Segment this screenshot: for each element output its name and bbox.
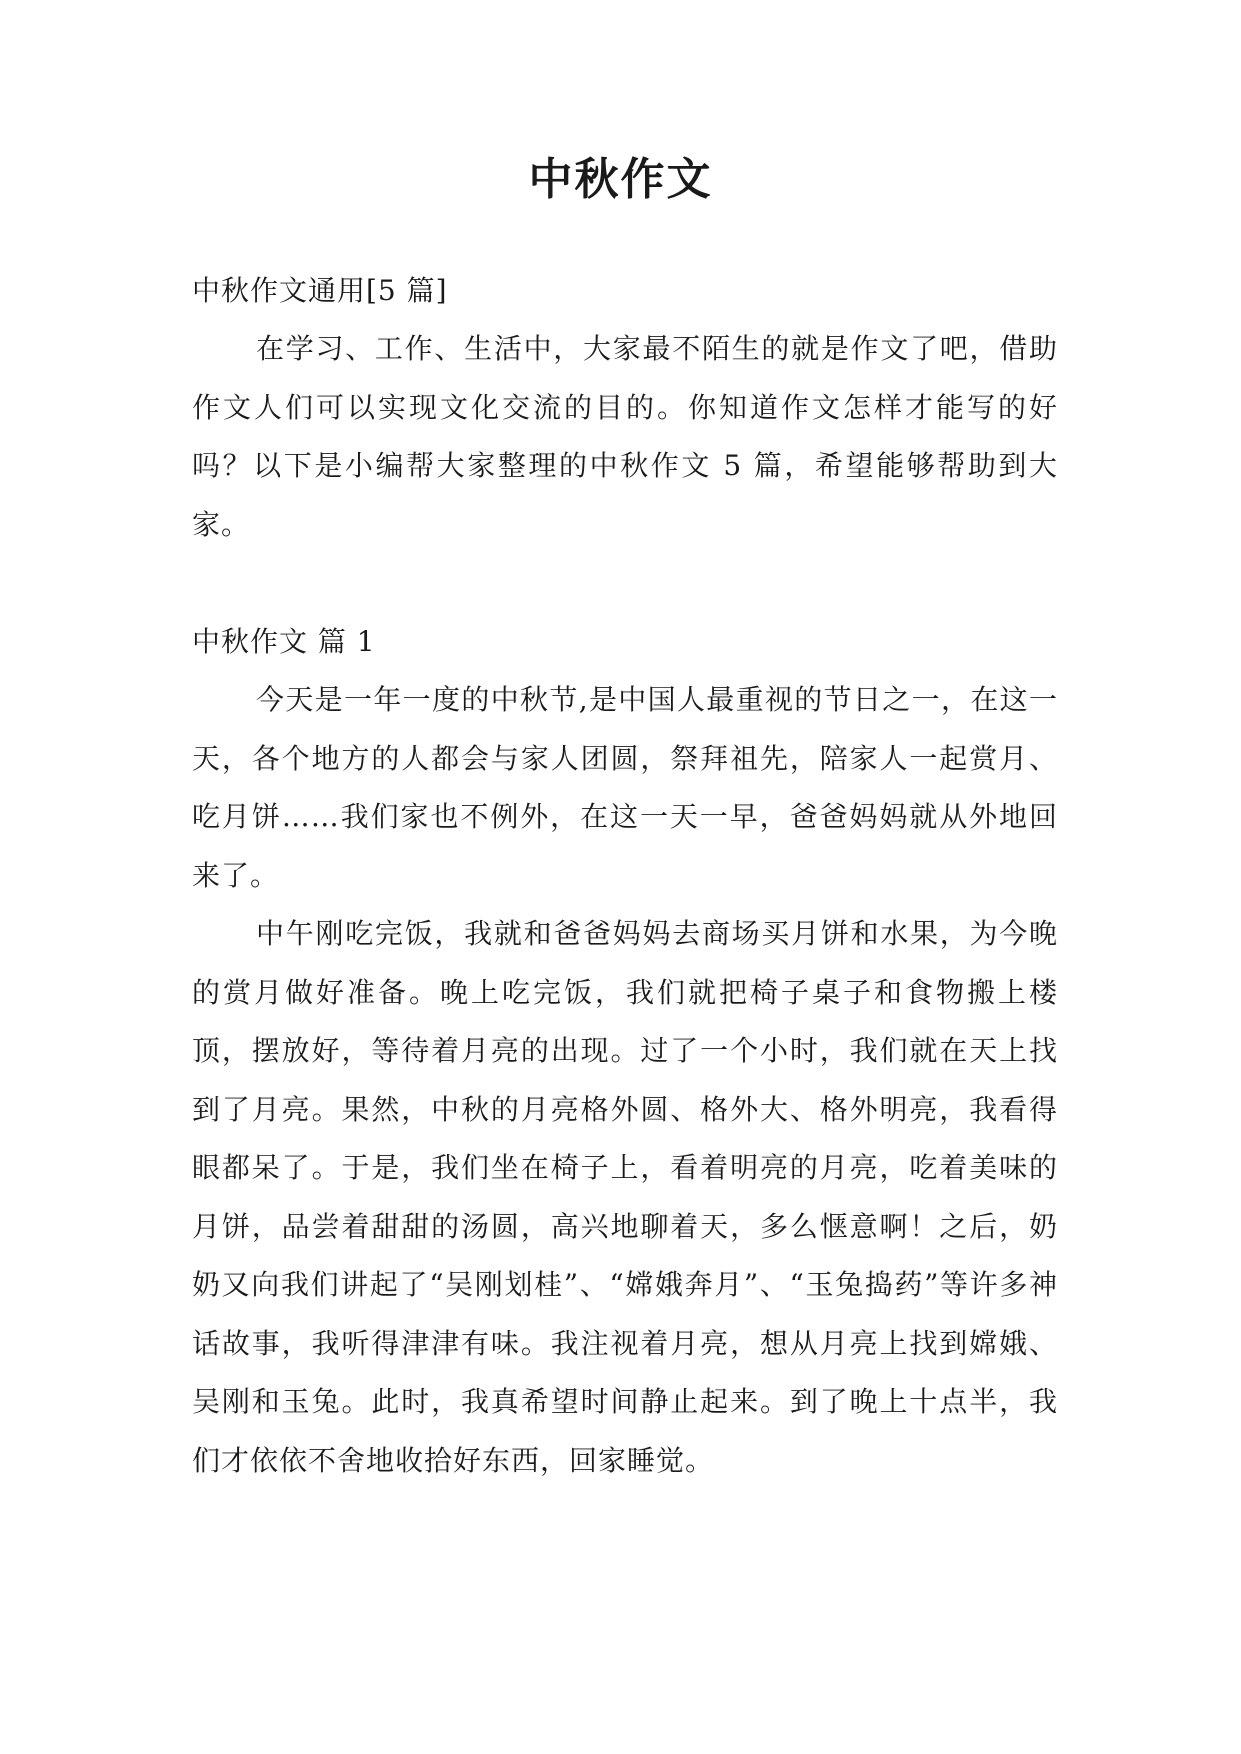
- section-spacer: [192, 554, 1058, 613]
- section-heading: 中秋作文 篇 1: [192, 625, 376, 658]
- intro-paragraph: 在学习、工作、生活中，大家最不陌生的就是作文了吧，借助作文人们可以实现文化交流的目的。你知道作文怎样才能写的好吗？以下是小编帮大家整理的中秋作文 5 篇，希望能够帮助到大家。: [192, 332, 1058, 541]
- document-subtitle: 中秋作文通用[5 篇]: [192, 274, 448, 307]
- document-title: 中秋作文: [528, 154, 713, 205]
- section-paragraph: 今天是一年一度的中秋节,是中国人最重视的节日之一，在这一天，各个地方的人都会与家人团圆，祭拜祖先，陪家人一起赏月、吃月饼……我们家也不例外，在这一天一早，爸爸妈妈就从外地回来了。: [192, 683, 1058, 892]
- document-body: [192, 262, 1058, 1490]
- section-paragraph: 中午刚吃完饭，我就和爸爸妈妈去商场买月饼和水果，为今晚的赏月做好准备。晚上吃完饭，我们就把椅子桌子和食物搬上楼顶，摆放好，等待着月亮的出现。过了一个小时，我们就在天上找到了月亮。果然，中秋的月亮格外圆、格外大、格外明亮，我看得眼都呆了。于是，我们坐在椅子上，看着明亮的月亮，吃着美味的月饼，品尝着甜甜的汤圆，高兴地聊着天，多么惬意啊！之后，奶奶又向我们讲起了“吴刚划桂”、“嫦娥奔月”、“玉兔捣药”等许多神话故事，我听得津津有味。我注视着月亮，想从月亮上找到嫦娥、吴刚和玉兔。此时，我真希望时间静止起来。到了晚上十点半，我们才依依不舍地收拾好东西，回家睡觉。: [192, 917, 1058, 1477]
